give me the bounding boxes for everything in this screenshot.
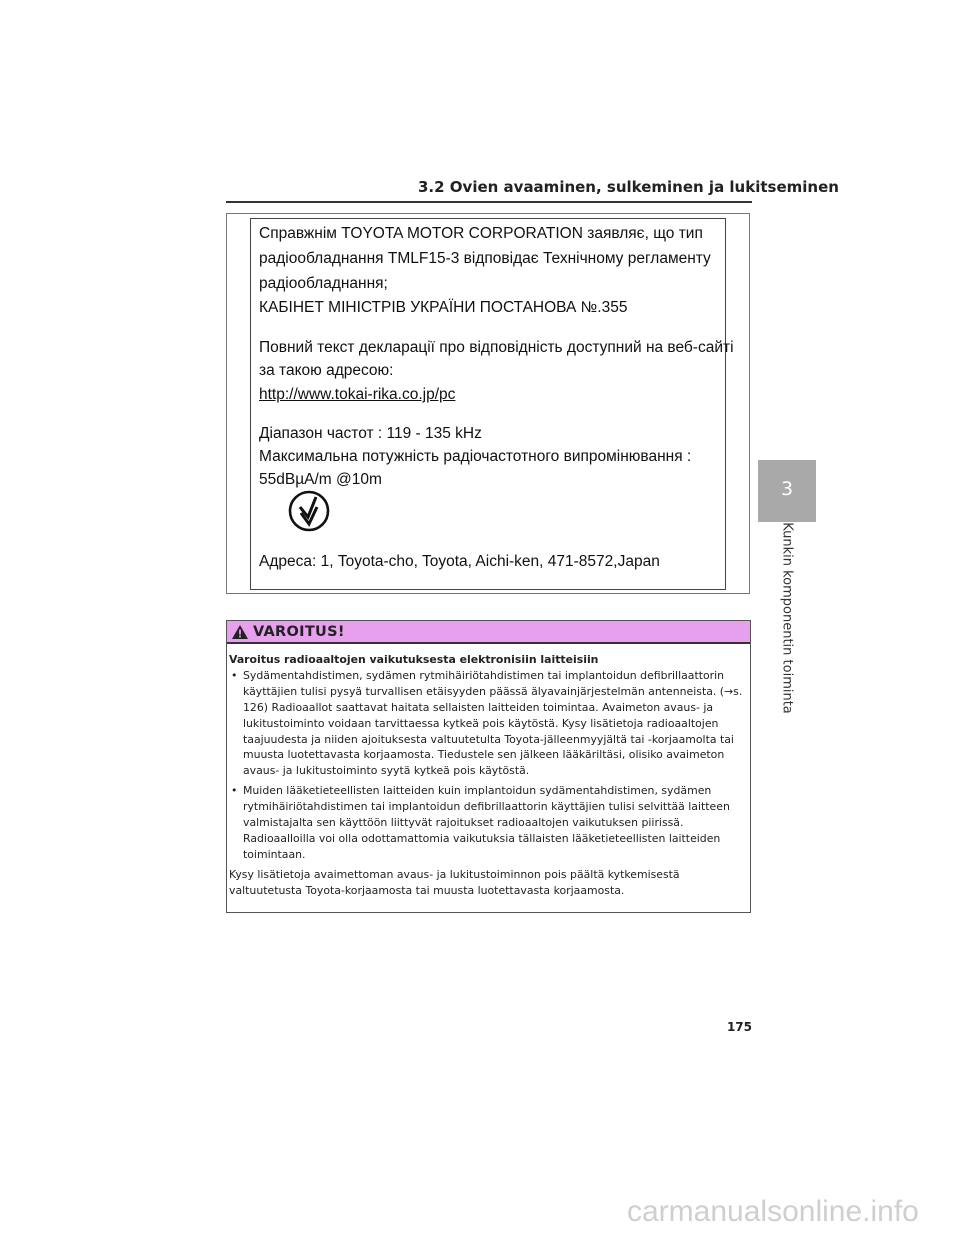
- cert-address: Адреса: 1, Toyota-cho, Toyota, Aichi-ken, 471-8572,Japan: [259, 553, 660, 570]
- warning-bullet-1: • Sydämentahdistimen, sydämen rytmihäiriötahdistimen tai implantoidun defibrillaattorin käyttäjien tulisi pysyä turvallisen etäisyyden päässä älyavainjärjestelmän antenneista. (→s. 126) Radioaallot saattavat haitata sellaisten laitteiden toimintaa. Avaimeton avaus- ja lukitustoiminto voidaan tarvittaessa kytkeä pois käytöstä. Kysy lisätietoja radioaaltojen taajuudesta ja niiden ajoituksesta valtuutetulta Toyota-jälleenmyyjältä tai -korjaamolta tai muusta luotettavasta korjaamosta. Tiedustele sen jälkeen lääkäriltäsi, olisiko avaimeton avaus- ja lukitustoiminto syytä kytkeä pois käytöstä.: [229, 668, 746, 779]
- cert-line-2: радіообладнання TMLF15-3 відповідає Технічному регламенту: [259, 250, 711, 267]
- cert-line-6: за такою адресою:: [259, 362, 394, 379]
- cert-url-link[interactable]: http://www.tokai-rika.co.jp/pc: [259, 386, 456, 403]
- certificate-label: [250, 218, 734, 590]
- watermark: carmanualsonline.info: [627, 1195, 919, 1228]
- chapter-number: 3: [780, 478, 794, 500]
- cert-line-8: Діапазон частот : 119 - 135 kHz: [259, 425, 482, 442]
- warning-bullet-2: • Muiden lääketieteellisten laitteiden kuin implantoidun sydämentahdistimen, sydämen rytmihäiriötahdistimen tai implantoidun defibrillaattorin käyttäjien tulisi selvittää laitteen valmistajalta sen käyttöön liittyvät rajoitukset radioaaltojen vaikutuksen piirissä. Radioaalloilla voi olla odottamattomia vaikutuksia tällaisten lääketieteellisten laitteiden toimintaan.: [229, 783, 746, 863]
- warning-header: [227, 621, 750, 644]
- warning-body: [227, 644, 750, 899]
- header-rule: [226, 201, 752, 203]
- cert-line-9: Максимальна потужність радіочастотного випромінювання :: [259, 448, 692, 465]
- cert-line-4: КАБІНЕТ МІНІСТРІВ УКРАЇНИ ПОСТАНОВА №.355: [259, 299, 628, 316]
- cert-line-5: Повний текст декларації про відповідність доступний на веб-сайті: [259, 339, 734, 356]
- section-title: 3.2 Ovien avaaminen, sulkeminen ja lukitseminen: [418, 178, 839, 196]
- page-number: 175: [726, 1020, 752, 1034]
- warning-box: [226, 620, 751, 913]
- cert-line-10: 55dBµA/m @10m: [259, 471, 382, 488]
- cert-line-3: радіообладнання;: [259, 275, 388, 292]
- cert-line-1: Справжнім TOYOTA MOTOR CORPORATION заявляє, що тип: [259, 225, 703, 242]
- warning-lead: Varoitus radioaaltojen vaikutuksesta elektronisiin laitteisiin: [229, 653, 599, 666]
- chapter-label: Kunkin komponentin toiminta: [779, 522, 795, 714]
- warning-closing: Kysy lisätietoja avaimettoman avaus- ja lukitustoiminnon pois päältä kytkemisestä valtuutetusta Toyota-korjaamosta tai muusta luotettavasta korjaamosta.: [229, 867, 680, 897]
- ukraine-conformity-mark-icon: [287, 489, 331, 533]
- warning-icon: [231, 624, 249, 640]
- warning-title: VAROITUS!: [253, 623, 345, 640]
